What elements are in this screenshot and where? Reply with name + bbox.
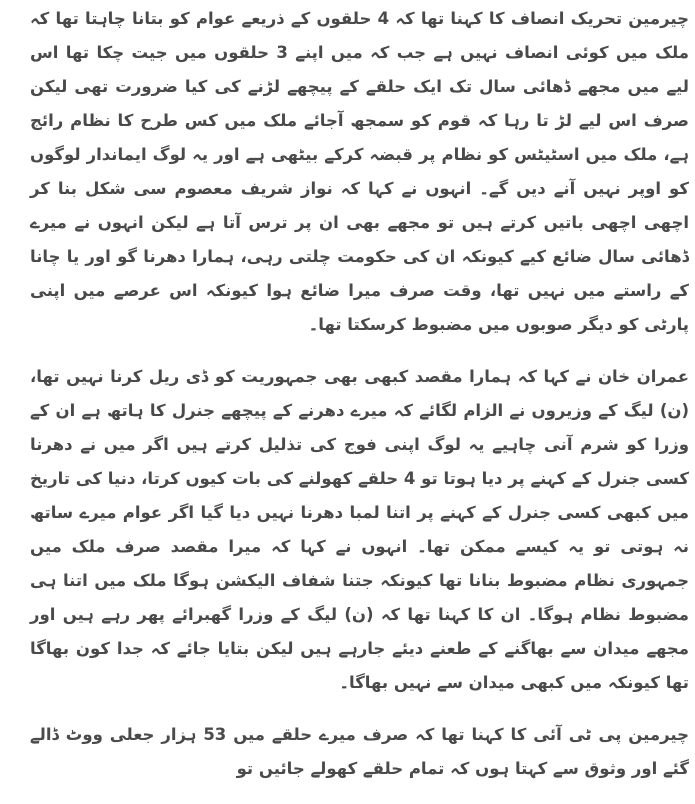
article-paragraph-3: چیرمین پی ٹی آئی کا کہنا تھا کہ صرف میرے حلقے میں 53 ہزار جعلی ووٹ ڈالے گئے اور وثوق سے کہتا ہوں کہ تمام حلقے کھولے جائیں تو [30, 725, 689, 778]
news-article-body [30, 2, 689, 804]
article-paragraph-2: عمران خان نے کہا کہ ہمارا مقصد کبھی بھی جمہوریت کو ڈی ریل کرنا نہیں تھا، (ن) لیگ کے وزیروں نے الزام لگائے کہ میرے دھرنے کے پیچھے جنرل کا ہاتھ ہے ان کے وزرا کو شرم آنی چاہیے یہ لوگ اپنی فوج کی تذلیل کرتے ہیں اگر میں نے دھرنا کسی جنرل کے کہنے پر دیا ہوتا تو 4 حلقے کھولنے کی بات کیوں کرتا، دنیا کی تاریخ میں کبھی کسی جنرل کے کہنے پر اتنا لمبا دھرنا نہیں دیا گیا اگر عوام میرے ساتھ نہ ہوتی تو یہ کیسے ممکن تھا۔ انہوں نے کہا کہ میرا مقصد صرف ملک میں جمہوری نظام مضبوط بنانا تھا کیونکہ جتنا شفاف الیکشن ہوگا ملک میں اتنا ہی مضبوط نظام ہوگا۔ ان کا کہنا تھا کہ (ن) لیگ کے وزرا گھبرائے پھر رہے ہیں اور مجھے میدان سے بھاگنے کے طعنے دیئے جارہے ہیں لیکن بتایا جائے کہ جدا کون بھاگا تھا کیونکہ میں کبھی میدان سے نہیں بھاگا۔ [30, 367, 690, 692]
article-paragraph-1: چیرمین تحریک انصاف کا کہنا تھا کہ 4 حلقوں کے ذریعے عوام کو بتانا چاہتا تھا کہ ملک میں کوئی انصاف نہیں ہے جب کہ میں اپنے 3 حلقوں میں جیت چکا تھا اس لیے میں مجھے ڈھائی سال تک ایک حلقے کے پیچھے لڑنے کی کیا ضرورت تھی لیکن صرف اس لیے لڑ تا رہا کہ قوم کو سمجھ آجائے ملک میں کس طرح کا نظام رائج ہے، ملک میں اسٹیٹس کو نظام پر قبضہ کرکے بیٹھی ہے اور یہ لوگ ایماندار لوگوں کو اوپر نہیں آنے دیں گے۔ انہوں نے کہا کہ نواز شریف معصوم سی شکل بنا کر اچھی اچھی باتیں کرتے ہیں تو مجھے بھی ان پر ترس آتا ہے لیکن انہوں نے میرے ڈھائی سال ضائع کیے کیونکہ ان کی حکومت چلتی رہی، ہمارا دھرنا گو اور یا چانا کے راستے میں نہیں تھا، وقت صرف میرا ضائع ہوا کیونکہ اس عرصے میں اپنی پارٹی کو دیگر صوبوں میں مضبوط کرسکتا تھا۔ [30, 9, 689, 334]
